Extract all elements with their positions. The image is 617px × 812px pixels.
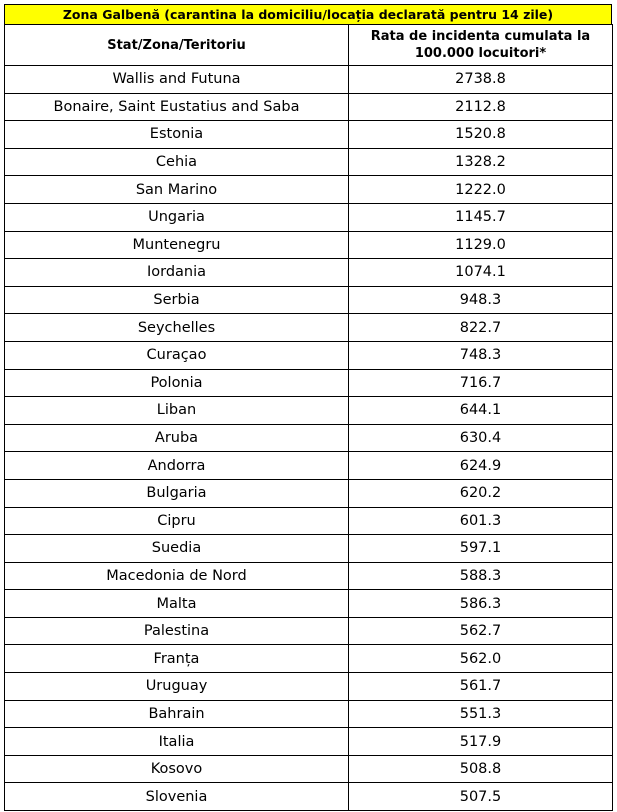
country-cell: Slovenia bbox=[5, 783, 349, 811]
table-row bbox=[5, 728, 613, 756]
table-row bbox=[5, 231, 613, 259]
rate-cell: 562.7 bbox=[349, 617, 613, 645]
rate-cell: 716.7 bbox=[349, 369, 613, 397]
country-cell: Iordania bbox=[5, 259, 349, 287]
table-row bbox=[5, 479, 613, 507]
rate-cell: 597.1 bbox=[349, 535, 613, 563]
table-row bbox=[5, 755, 613, 783]
yellow-zone-table-container bbox=[4, 4, 612, 811]
table-row bbox=[5, 259, 613, 287]
table-header-row bbox=[5, 25, 613, 66]
table-row bbox=[5, 700, 613, 728]
table-row bbox=[5, 617, 613, 645]
table-row bbox=[5, 424, 613, 452]
rate-cell: 507.5 bbox=[349, 783, 613, 811]
header-rate: Rata de incidenta cumulata la 100.000 locuitori* bbox=[349, 25, 613, 66]
country-cell: Cipru bbox=[5, 507, 349, 535]
header-country: Stat/Zona/Teritoriu bbox=[5, 25, 349, 66]
rate-cell: 948.3 bbox=[349, 286, 613, 314]
table-row bbox=[5, 452, 613, 480]
country-cell: Malta bbox=[5, 590, 349, 618]
rate-cell: 562.0 bbox=[349, 645, 613, 673]
table-row bbox=[5, 121, 613, 149]
country-cell: Seychelles bbox=[5, 314, 349, 342]
country-cell: Polonia bbox=[5, 369, 349, 397]
country-cell: Bonaire, Saint Eustatius and Saba bbox=[5, 93, 349, 121]
table-row bbox=[5, 66, 613, 94]
rate-cell: 1145.7 bbox=[349, 203, 613, 231]
rate-cell: 508.8 bbox=[349, 755, 613, 783]
table-row bbox=[5, 314, 613, 342]
table-row bbox=[5, 590, 613, 618]
rate-cell: 1129.0 bbox=[349, 231, 613, 259]
table-row bbox=[5, 203, 613, 231]
table-row bbox=[5, 673, 613, 701]
table-body bbox=[5, 66, 613, 811]
table-row bbox=[5, 645, 613, 673]
country-cell: Curaçao bbox=[5, 341, 349, 369]
country-cell: Macedonia de Nord bbox=[5, 562, 349, 590]
table-row bbox=[5, 535, 613, 563]
country-cell: Muntenegru bbox=[5, 231, 349, 259]
table-row bbox=[5, 507, 613, 535]
rate-cell: 748.3 bbox=[349, 341, 613, 369]
country-cell: Franța bbox=[5, 645, 349, 673]
rate-cell: 2738.8 bbox=[349, 66, 613, 94]
country-cell: Italia bbox=[5, 728, 349, 756]
table-row bbox=[5, 93, 613, 121]
country-cell: Uruguay bbox=[5, 673, 349, 701]
country-cell: Estonia bbox=[5, 121, 349, 149]
table-row bbox=[5, 783, 613, 811]
rate-cell: 630.4 bbox=[349, 424, 613, 452]
table-row bbox=[5, 562, 613, 590]
country-cell: Bulgaria bbox=[5, 479, 349, 507]
country-cell: Wallis and Futuna bbox=[5, 66, 349, 94]
country-cell: Andorra bbox=[5, 452, 349, 480]
rate-cell: 601.3 bbox=[349, 507, 613, 535]
country-cell: Suedia bbox=[5, 535, 349, 563]
rate-cell: 620.2 bbox=[349, 479, 613, 507]
country-cell: Ungaria bbox=[5, 203, 349, 231]
table-row bbox=[5, 176, 613, 204]
country-cell: Aruba bbox=[5, 424, 349, 452]
country-cell: Bahrain bbox=[5, 700, 349, 728]
rate-cell: 1328.2 bbox=[349, 148, 613, 176]
rate-cell: 586.3 bbox=[349, 590, 613, 618]
zone-title-banner: Zona Galbenă (carantina la domiciliu/locația declarată pentru 14 zile) bbox=[4, 4, 612, 24]
rate-cell: 822.7 bbox=[349, 314, 613, 342]
table-row bbox=[5, 397, 613, 425]
country-cell: Serbia bbox=[5, 286, 349, 314]
rate-cell: 1222.0 bbox=[349, 176, 613, 204]
table-row bbox=[5, 148, 613, 176]
rate-cell: 2112.8 bbox=[349, 93, 613, 121]
country-cell: Liban bbox=[5, 397, 349, 425]
incidence-table bbox=[4, 24, 613, 811]
table-row bbox=[5, 369, 613, 397]
rate-cell: 644.1 bbox=[349, 397, 613, 425]
table-row bbox=[5, 286, 613, 314]
rate-cell: 1074.1 bbox=[349, 259, 613, 287]
rate-cell: 624.9 bbox=[349, 452, 613, 480]
country-cell: Palestina bbox=[5, 617, 349, 645]
rate-cell: 1520.8 bbox=[349, 121, 613, 149]
rate-cell: 561.7 bbox=[349, 673, 613, 701]
rate-cell: 551.3 bbox=[349, 700, 613, 728]
country-cell: San Marino bbox=[5, 176, 349, 204]
table-row bbox=[5, 341, 613, 369]
country-cell: Kosovo bbox=[5, 755, 349, 783]
country-cell: Cehia bbox=[5, 148, 349, 176]
rate-cell: 517.9 bbox=[349, 728, 613, 756]
rate-cell: 588.3 bbox=[349, 562, 613, 590]
